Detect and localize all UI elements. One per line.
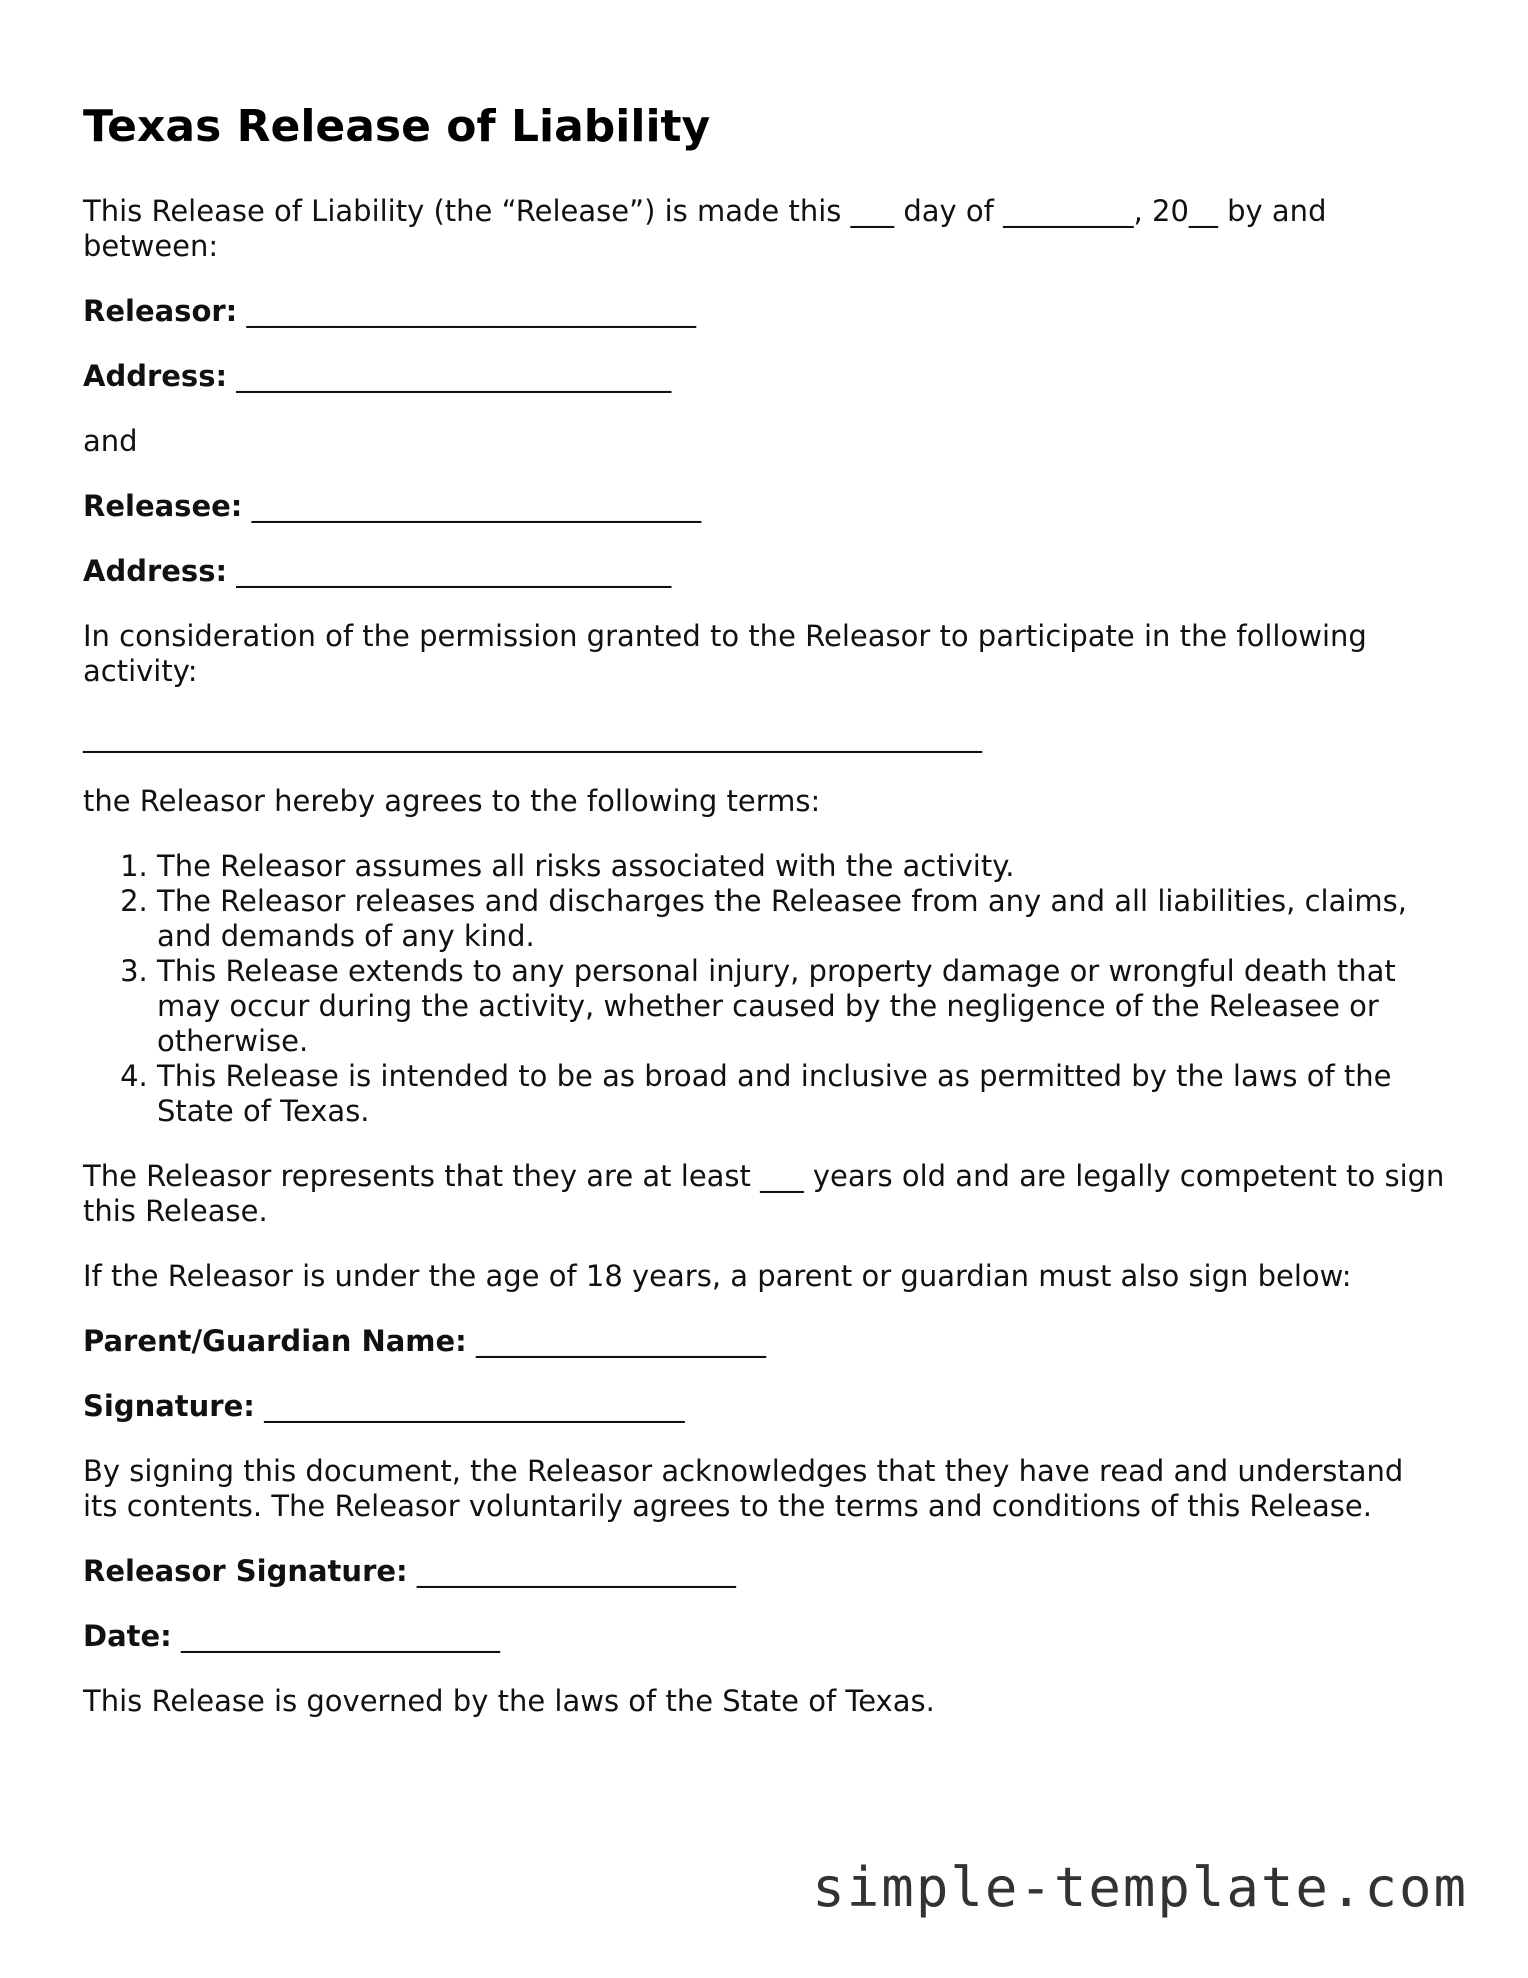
consideration-paragraph: In consideration of the permission granted to the Releasor to participate in the following activity:: [83, 619, 1367, 688]
address-label-2: Address:: [83, 554, 228, 588]
signature-blank: _____________________________: [264, 1389, 685, 1423]
address-field-2: [83, 554, 1445, 589]
guardian-name-label: Parent/Guardian Name:: [83, 1324, 467, 1358]
address-label-1: Address:: [83, 359, 228, 393]
releasor-signature-label: Releasor Signature:: [83, 1554, 408, 1588]
guardian-name-blank: ____________________: [476, 1324, 766, 1358]
releasor-label: Releasor:: [83, 294, 238, 328]
under-age-paragraph: If the Releasor is under the age of 18 years, a parent or guardian must also sign below:: [83, 1259, 1352, 1293]
list-item: 3. This Release extends to any personal injury, property damage or wrongful death that may occur during the activity, whether caused by the negligence of the Releasee or otherwise.: [157, 954, 1445, 1059]
releasee-label: Releasee:: [83, 489, 243, 523]
releasee-blank: _______________________________: [251, 489, 702, 523]
agrees-paragraph: the Releasor hereby agrees to the following terms:: [83, 784, 821, 818]
brand-watermark: simple-template.com: [812, 1856, 1468, 1919]
document-title: Texas Release of Liability: [83, 101, 711, 152]
releasee-field: [83, 489, 1445, 524]
and-text: and: [83, 424, 138, 458]
address-blank-1: ______________________________: [236, 359, 672, 393]
activity-blank: ______________________________________________________________: [83, 719, 982, 753]
document-page: [83, 100, 1445, 1719]
date-field: [83, 1619, 1445, 1654]
terms-list: [83, 849, 1445, 1129]
signature-label: Signature:: [83, 1389, 255, 1423]
list-item: 4. This Release is intended to be as broad and inclusive as permitted by the laws of the State of Texas.: [157, 1059, 1445, 1129]
list-item: 2. The Releasor releases and discharges the Releasee from any and all liabilities, claims, and demands of any kind.: [157, 884, 1445, 954]
represents-paragraph: The Releasor represents that they are at least ___ years old and are legally competent to sign this Release.: [83, 1159, 1445, 1228]
date-label: Date:: [83, 1619, 172, 1653]
intro-paragraph: This Release of Liability (the “Release”) is made this ___ day of _________, 20__ by and between:: [83, 194, 1327, 263]
releasor-field: [83, 294, 1445, 329]
list-item: 1. The Releasor assumes all risks associated with the activity.: [157, 849, 1445, 884]
address-field-1: [83, 359, 1445, 394]
acknowledge-paragraph: By signing this document, the Releasor acknowledges that they have read and understand its contents. The Releasor voluntarily agrees to the terms and conditions of this Release.: [83, 1454, 1404, 1523]
date-blank: ______________________: [181, 1619, 500, 1653]
releasor-signature-blank: ______________________: [416, 1554, 736, 1588]
governed-paragraph: This Release is governed by the laws of the State of Texas.: [83, 1684, 935, 1718]
signature-field: [83, 1389, 1445, 1424]
releasor-blank: _______________________________: [246, 294, 696, 328]
address-blank-2: ______________________________: [236, 554, 672, 588]
guardian-name-field: [83, 1324, 1445, 1359]
releasor-signature-field: [83, 1554, 1445, 1589]
